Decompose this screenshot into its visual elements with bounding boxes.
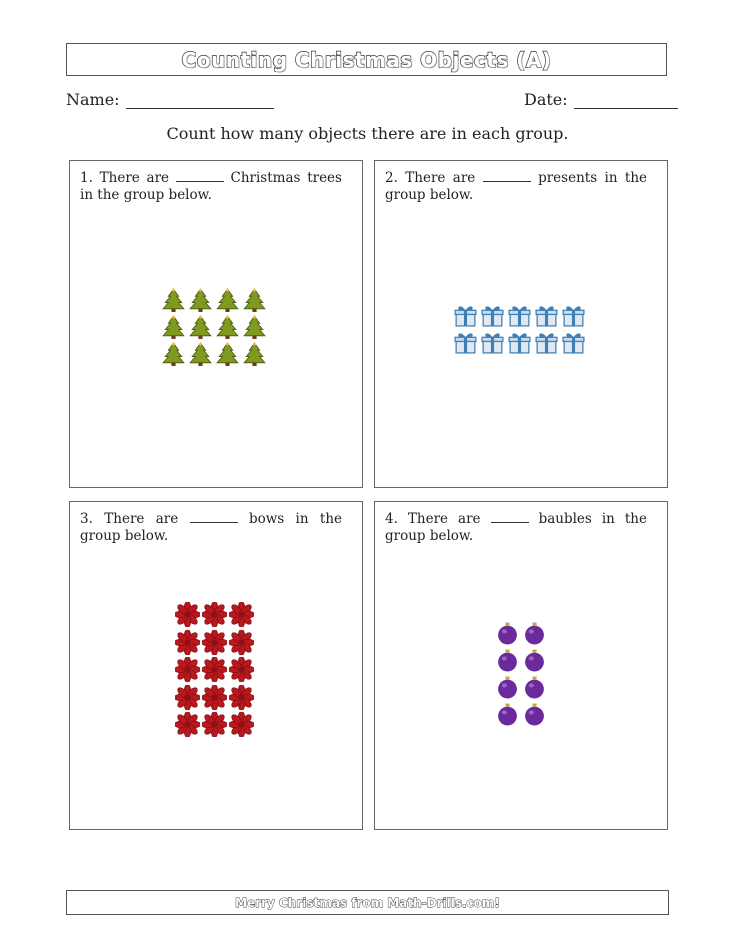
bow-icon [229, 685, 254, 710]
christmas-tree-icon [215, 288, 240, 313]
christmas-tree-icon [161, 342, 186, 367]
bauble-icon [522, 675, 547, 700]
bow-icon [202, 657, 227, 682]
christmas-tree-icon [161, 288, 186, 313]
christmas-tree-icon [161, 315, 186, 340]
object-group-2 [453, 303, 588, 357]
bow-icon [175, 685, 200, 710]
question-text-2: 2. There are presents in the group below. [385, 170, 648, 203]
bauble-icon [495, 648, 520, 673]
present-icon [561, 330, 586, 355]
bow-icon [202, 685, 227, 710]
bow-icon [229, 657, 254, 682]
christmas-tree-icon [242, 315, 267, 340]
bow-icon [202, 712, 227, 737]
question-text-3: 3. There are bows in the group below. [80, 511, 343, 544]
object-group-3 [175, 602, 256, 740]
question-number: 3. [80, 511, 93, 527]
bauble-icon [522, 702, 547, 727]
christmas-tree-icon [242, 288, 267, 313]
date-line[interactable] [574, 90, 678, 109]
christmas-tree-icon [188, 315, 213, 340]
answer-blank-1[interactable] [176, 169, 224, 182]
present-icon [453, 303, 478, 328]
bow-icon [175, 712, 200, 737]
question-panel-4 [374, 501, 668, 830]
bow-icon [229, 602, 254, 627]
bow-icon [202, 602, 227, 627]
christmas-tree-icon [188, 288, 213, 313]
present-icon [507, 303, 532, 328]
date-field[interactable] [524, 90, 678, 109]
question-panel-1 [69, 160, 363, 488]
question-number: 1. [80, 170, 93, 186]
bow-icon [175, 602, 200, 627]
question-number: 4. [385, 511, 398, 527]
present-icon [534, 330, 559, 355]
date-label: Date: [524, 90, 568, 109]
question-text-1: 1. There are Christmas trees in the group below. [80, 170, 342, 203]
name-label: Name: [66, 90, 120, 109]
answer-blank-3[interactable] [190, 510, 238, 523]
bow-icon [229, 630, 254, 655]
bow-icon [202, 630, 227, 655]
question-panel-3 [69, 501, 363, 830]
title-box [66, 43, 667, 76]
christmas-tree-icon [215, 315, 240, 340]
name-field[interactable] [66, 90, 274, 109]
name-line[interactable] [126, 90, 274, 109]
present-icon [561, 303, 586, 328]
christmas-tree-icon [215, 342, 240, 367]
answer-blank-4[interactable] [491, 510, 529, 523]
present-icon [480, 330, 505, 355]
present-icon [507, 330, 532, 355]
question-number: 2. [385, 170, 398, 186]
bauble-icon [522, 621, 547, 646]
footer-text: Merry Christmas from Math-Drills.com! [235, 895, 500, 910]
footer-box [66, 890, 669, 915]
present-icon [453, 330, 478, 355]
bauble-icon [495, 621, 520, 646]
object-group-4 [495, 621, 549, 729]
worksheet-title: Counting Christmas Objects (A) [181, 47, 552, 72]
bow-icon [175, 657, 200, 682]
instructions: Count how many objects there are in each group. [166, 124, 569, 143]
bow-icon [175, 630, 200, 655]
bauble-icon [495, 702, 520, 727]
bauble-icon [522, 648, 547, 673]
question-panel-2 [374, 160, 668, 488]
christmas-tree-icon [242, 342, 267, 367]
present-icon [480, 303, 505, 328]
object-group-1 [161, 288, 269, 369]
question-text-4: 4. There are baubles in the group below. [385, 511, 647, 544]
answer-blank-2[interactable] [483, 169, 531, 182]
bauble-icon [495, 675, 520, 700]
bow-icon [229, 712, 254, 737]
christmas-tree-icon [188, 342, 213, 367]
present-icon [534, 303, 559, 328]
